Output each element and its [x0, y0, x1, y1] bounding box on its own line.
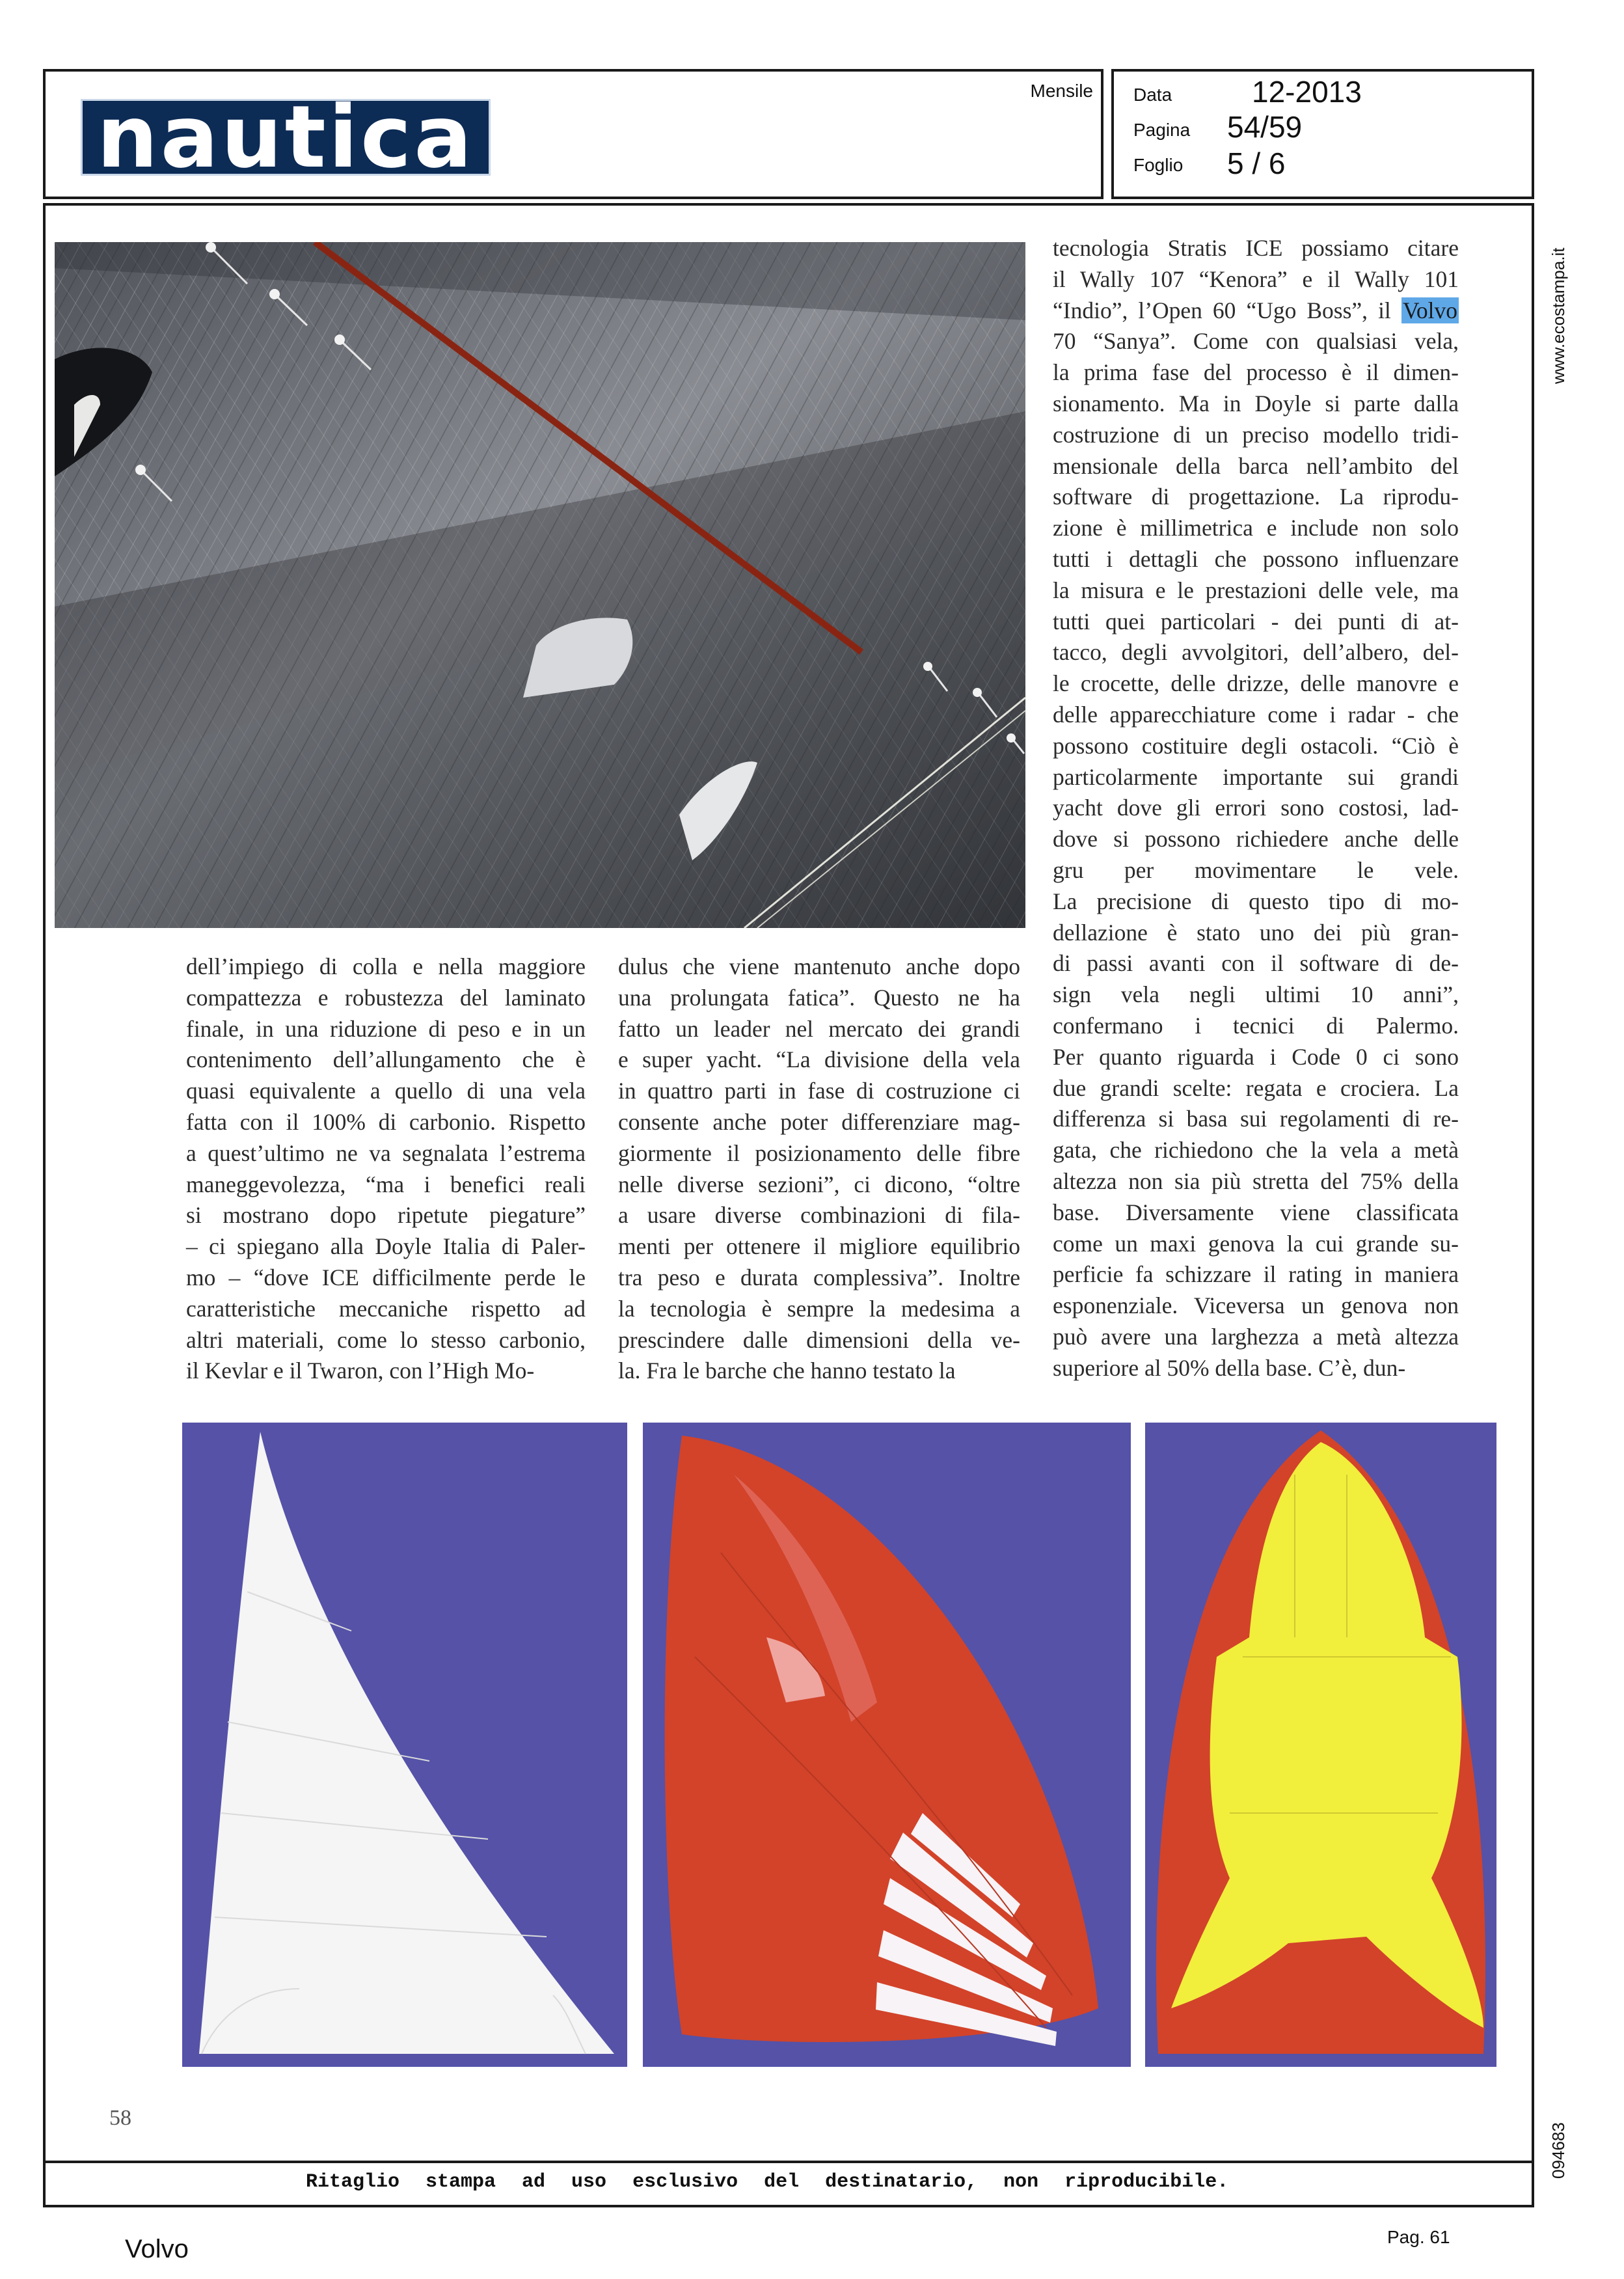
text-segment: può avere una larghezza a metà altezza: [1053, 1323, 1459, 1350]
footer-divider: [43, 2161, 1534, 2163]
text-segment: due grandi scelte: regata e crociera. La: [1053, 1074, 1459, 1101]
text-segment: sign vela negli ultimi 10 anni”,: [1053, 981, 1459, 1008]
text-line: [1053, 979, 1459, 1011]
text-line: contenimento dell’allungamento che è: [186, 1046, 586, 1073]
text-line: [1053, 1197, 1459, 1229]
text-line: dulus che viene mantenuto anche dopo: [618, 953, 1020, 979]
text-segment: il Wally 107 “Kenora” e il Wally 101: [1053, 266, 1459, 292]
meta-label-data: Data: [1133, 85, 1172, 105]
text-line: [1053, 637, 1459, 668]
text-line: finale, in una riduzione di peso e in un: [186, 1015, 586, 1042]
meta-value-pagina: 54/59: [1227, 110, 1303, 144]
text-line: [1053, 513, 1459, 544]
text-segment: superiore al 50% della base. C’è, dun-: [1053, 1354, 1406, 1381]
nautica-logo: [81, 87, 491, 187]
text-line: [1053, 731, 1459, 762]
text-line: [1053, 700, 1459, 731]
logo-text: nautica: [96, 87, 475, 187]
text-segment: le crocette, delle drizze, delle manovre e: [1053, 670, 1459, 697]
text-segment: 70 “Sanya”. Come con qualsiasi vela,: [1053, 328, 1459, 355]
text-segment: altezza non sia più stretta del 75% della: [1053, 1167, 1459, 1194]
text-segment: delle apparecchiature come i radar - che: [1053, 701, 1459, 728]
text-line: compattezza e robustezza del laminato: [186, 984, 586, 1011]
text-segment: possono costituire degli ostacoli. “Ciò è: [1053, 732, 1459, 759]
text-line: [1053, 233, 1459, 264]
text-segment: confermano i tecnici di Palermo.: [1053, 1012, 1459, 1039]
text-segment: la prima fase del processo è il dimen-: [1053, 359, 1459, 386]
text-segment: tacco, degli avvolgitori, dell’albero, del-: [1053, 639, 1459, 666]
text-line: [1053, 389, 1459, 420]
text-line: caratteristiche meccaniche rispetto ad: [186, 1295, 586, 1322]
text-segment: differenza si basa sui regolamenti di re-: [1053, 1106, 1459, 1132]
text-segment: tecnologia Stratis ICE possiamo citare: [1053, 235, 1459, 261]
text-line: [1053, 1353, 1459, 1384]
text-line: una prolungata fatica”. Questo ne ha: [618, 984, 1020, 1011]
text-segment: di passi avanti con il software di de-: [1053, 950, 1459, 977]
text-segment: gata, che richiedono che la vela a metà: [1053, 1137, 1459, 1164]
text-line: fatta con il 100% di carbonio. Rispetto: [186, 1108, 586, 1135]
text-line: [1053, 1042, 1459, 1073]
text-line: dell’impiego di colla e nella maggiore: [186, 953, 586, 979]
text-segment: base. Diversamente viene classificata: [1053, 1199, 1459, 1225]
issue-meta-box: [1111, 69, 1534, 199]
text-segment: Per quanto riguarda i Code 0 ci sono: [1053, 1043, 1459, 1070]
text-segment: sionamento. Ma in Doyle si parte dalla: [1053, 390, 1459, 416]
text-line: – ci spiegano alla Doyle Italia di Paler-: [186, 1233, 586, 1260]
reproduction-notice: Ritaglio stampa ad uso esclusivo del destinatario, non riproducibile.: [306, 2171, 1229, 2193]
website-side-text: www.ecostampa.it: [1549, 247, 1568, 384]
text-segment: la misura e le prestazioni delle vele, ma: [1053, 577, 1459, 603]
text-segment: gru per movimentare le vele.: [1053, 856, 1459, 883]
text-segment: “Indio”, l’Open 60 “Ugo Boss”, il: [1053, 297, 1401, 323]
text-segment: dove si possono richiedere anche delle: [1053, 826, 1459, 853]
text-line: la. Fra le barche che hanno testato la: [618, 1358, 956, 1384]
text-line: [1053, 607, 1459, 638]
text-line: [1053, 326, 1459, 357]
text-segment: come un maxi genova la cui grande su-: [1053, 1230, 1459, 1257]
text-line: tra peso e durata complessiva”. Inoltre: [618, 1264, 1020, 1290]
keyword-tag: Volvo: [125, 2235, 189, 2263]
text-line: [1053, 482, 1459, 513]
text-line: [1053, 1011, 1459, 1042]
text-line: [1053, 855, 1459, 886]
text-column-right: [1053, 233, 1459, 1384]
text-line: [1053, 1104, 1459, 1135]
frequency-label: Mensile: [1030, 81, 1093, 101]
sail-diagram-red: [643, 1423, 1131, 2067]
text-line: quasi equivalente a quello di una vela: [186, 1078, 586, 1104]
text-segment: yacht dove gli errori sono costosi, lad-: [1053, 795, 1459, 821]
text-line: [1053, 1229, 1459, 1260]
text-line: [1053, 668, 1459, 700]
text-segment: esponenziale. Viceversa un genova non: [1053, 1292, 1459, 1319]
text-line: la tecnologia è sempre la medesima a: [618, 1295, 1020, 1322]
text-line: il Kevlar e il Twaron, con l’High Mo-: [186, 1358, 535, 1384]
text-line: [1053, 793, 1459, 824]
meta-label-foglio: Foglio: [1133, 155, 1184, 175]
sail-diagram-white: [182, 1423, 627, 2067]
text-line: mo – “dove ICE difficilmente perde le: [186, 1264, 586, 1290]
text-line: consente anche poter differenziare mag-: [618, 1108, 1020, 1135]
text-column-middle: [618, 951, 1020, 1387]
text-line: [1053, 420, 1459, 451]
page-label: Pag. 61: [1387, 2227, 1450, 2247]
text-line: [1053, 357, 1459, 389]
text-line: [1053, 824, 1459, 855]
text-line: [1053, 1322, 1459, 1353]
text-line: fatto un leader nel mercato dei grandi: [618, 1015, 1020, 1042]
text-line: [1053, 451, 1459, 482]
masthead-box: [43, 69, 1103, 199]
text-line: altri materiali, come lo stesso carbonio,: [186, 1326, 586, 1353]
text-column-left: [186, 951, 586, 1387]
text-segment: tutti i dettagli che possono influenzare: [1053, 545, 1459, 572]
text-segment: tutti quei particolari - dei punti di at-: [1053, 608, 1459, 635]
text-segment: mensionale della barca nell’ambito del: [1053, 452, 1459, 479]
sail-diagram-yellow: [1145, 1423, 1496, 2067]
text-line: [1053, 1166, 1459, 1197]
text-line: nelle diverse sezioni”, ci dicono, “oltre: [618, 1171, 1020, 1197]
text-line: [1053, 575, 1459, 607]
text-line: a quest’ultimo ne va segnalata l’estrema: [186, 1140, 586, 1166]
article-page-number: 58: [109, 2106, 131, 2130]
text-segment: dellazione è stato uno dei più gran-: [1053, 919, 1459, 946]
text-line: [1053, 1135, 1459, 1166]
text-line: [1053, 264, 1459, 295]
text-segment: particolarmente importante sui grandi: [1053, 763, 1459, 790]
text-segment: software di progettazione. La riprodu-: [1053, 484, 1459, 510]
text-line: si mostrano dopo ripetute piegature”: [186, 1202, 586, 1229]
search-highlight: Volvo: [1402, 297, 1457, 323]
meta-value-data: 12-2013: [1252, 75, 1362, 109]
text-line: [1053, 886, 1459, 918]
sail-laminate-photo: [55, 242, 1025, 928]
text-line: [1053, 1073, 1459, 1104]
text-line: a usare diverse combinazioni di fila-: [618, 1202, 1020, 1229]
text-line: giormente il posizionamento delle fibre: [618, 1140, 1020, 1166]
text-line: [1053, 762, 1459, 793]
clip-code-side-text: 094683: [1549, 2122, 1568, 2179]
text-line: in quattro parti in fase di costruzione ci: [618, 1078, 1020, 1104]
text-line: [1053, 544, 1459, 575]
text-line: [1053, 918, 1459, 949]
text-segment: La precisione di questo tipo di mo-: [1053, 888, 1459, 914]
text-segment: costruzione di un preciso modello tridi-: [1053, 421, 1459, 448]
text-line: maneggevolezza, “ma i benefici reali: [186, 1171, 586, 1197]
text-line: [1053, 295, 1459, 327]
text-line: [1053, 1259, 1459, 1290]
meta-value-foglio: 5 / 6: [1227, 146, 1286, 180]
text-segment: zione è millimetrica e include non solo: [1053, 515, 1459, 541]
text-segment: perficie fa schizzare il rating in maniera: [1053, 1261, 1459, 1288]
text-line: menti per ottenere il migliore equilibrio: [618, 1233, 1020, 1260]
text-line: e super yacht. “La divisione della vela: [618, 1046, 1020, 1073]
text-line: [1053, 948, 1459, 979]
text-line: prescindere dalle dimensioni della ve-: [618, 1326, 1020, 1353]
meta-label-pagina: Pagina: [1133, 120, 1191, 140]
text-line: [1053, 1290, 1459, 1322]
